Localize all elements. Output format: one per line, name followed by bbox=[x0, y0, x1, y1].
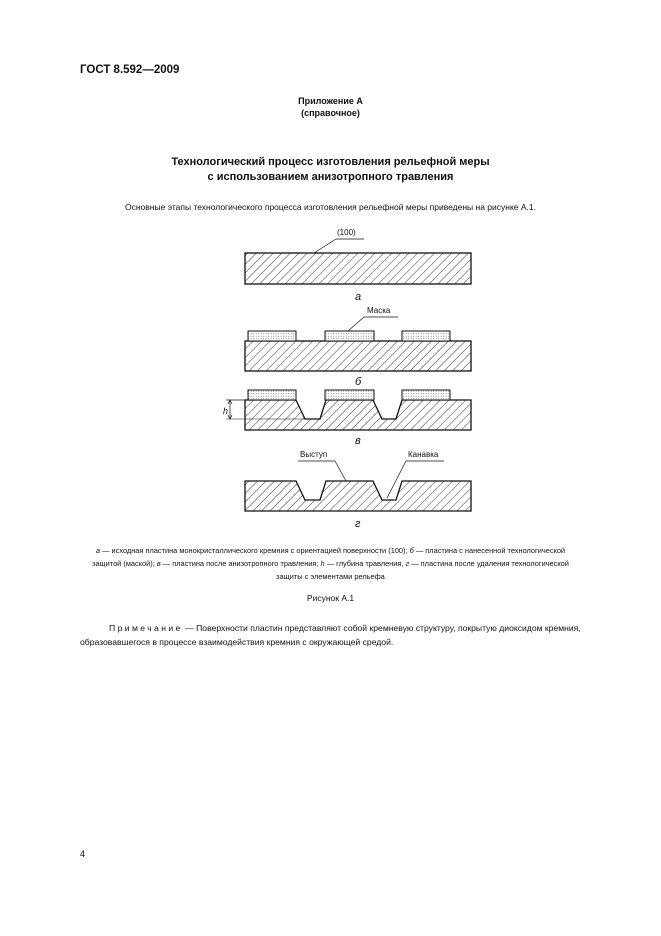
wafer-relief bbox=[245, 481, 471, 511]
section-title-line2: с использованием анизотропного травления bbox=[207, 171, 454, 183]
wafer-etched bbox=[245, 400, 471, 430]
intro-paragraph: Основные этапы технологического процесса изготовления рельефной меры приведены на рисунке А.1. bbox=[125, 202, 536, 212]
mask-label: Маска bbox=[367, 306, 391, 315]
wafer-initial bbox=[245, 253, 471, 284]
ridge-label: Выступ bbox=[300, 450, 328, 459]
annex-type: (справочное) bbox=[301, 108, 360, 118]
mask-block bbox=[325, 331, 374, 341]
mask-block bbox=[248, 331, 296, 341]
note-word: Примечание bbox=[109, 623, 183, 633]
annex-title: Приложение А bbox=[298, 96, 363, 106]
mask-block bbox=[325, 390, 374, 400]
mask-block bbox=[402, 331, 450, 341]
caption-letter-h: h bbox=[320, 559, 325, 568]
caption-letter-v: в bbox=[156, 559, 161, 568]
groove-label: Канавка bbox=[408, 450, 439, 459]
stage-v-diagram bbox=[223, 390, 471, 447]
section-title-line1: Технологический процесс изготовления рельефной меры bbox=[171, 156, 490, 168]
orientation-leader bbox=[314, 239, 336, 253]
figure-label: Рисунок А.1 bbox=[306, 593, 355, 603]
note-paragraph bbox=[80, 621, 585, 649]
stage-g-label: г bbox=[355, 518, 361, 530]
stage-g-diagram bbox=[245, 450, 471, 530]
stage-b-diagram bbox=[245, 306, 471, 388]
figure-caption: а — исходная пластина монокристаллического кремния с ориентацией поверхности (100); б — пластина с нанесенной технологической защитой (маской); в — пластина после анизотропного травления; h — глубина травления, г — пластина после удаления технологической защиты с элементами рельефа bbox=[92, 546, 569, 581]
standard-header: ГОСТ 8.592—2009 bbox=[80, 64, 180, 76]
mask-block bbox=[248, 390, 296, 400]
stage-v-label: в bbox=[355, 435, 361, 447]
stage-a-diagram bbox=[245, 228, 471, 303]
note-text: — Поверхности пластин представляют собой кремневую структуру, покрытую диоксидом кремния, образовавшегося в процессе взаимодействия кремния с окружающей средой. bbox=[80, 623, 581, 647]
caption-letter-b: б bbox=[409, 546, 414, 555]
caption-letter-a: а bbox=[95, 546, 101, 555]
wafer-masked bbox=[245, 341, 471, 371]
orientation-label: (100) bbox=[337, 228, 356, 237]
mask-block bbox=[402, 390, 450, 400]
mask-leader bbox=[348, 317, 364, 331]
height-label: h bbox=[223, 406, 229, 416]
caption-letter-g: г bbox=[405, 559, 410, 568]
stage-a-label: а bbox=[355, 291, 362, 303]
stage-b-label: б bbox=[355, 376, 362, 388]
page-number: 4 bbox=[80, 849, 86, 859]
